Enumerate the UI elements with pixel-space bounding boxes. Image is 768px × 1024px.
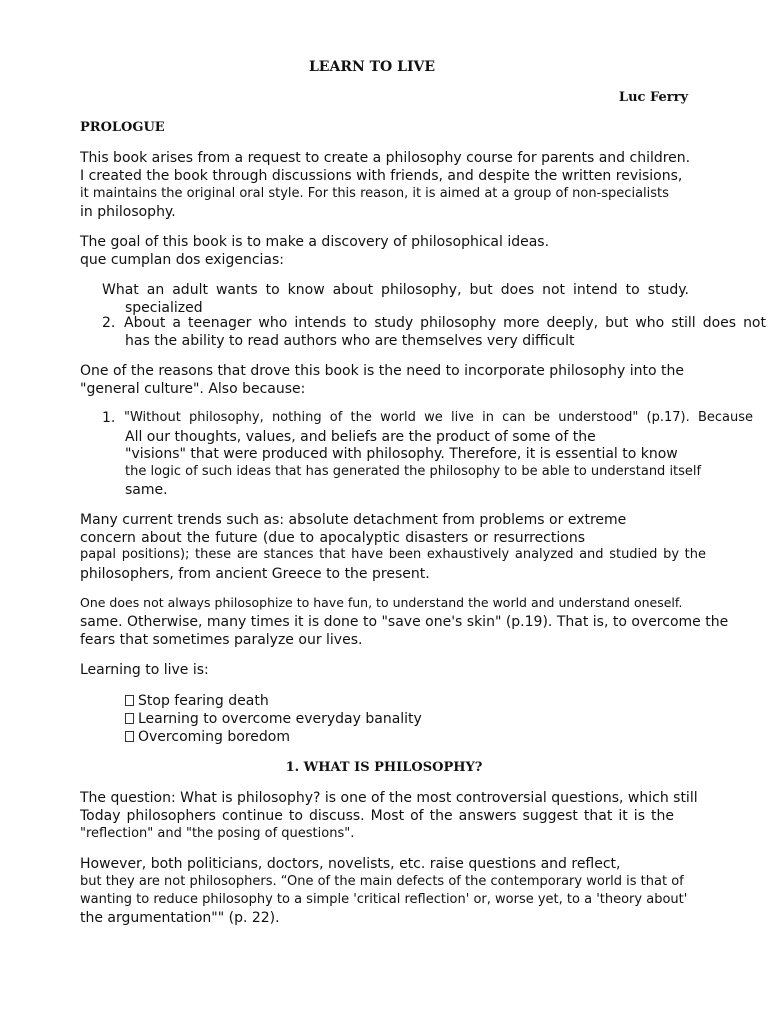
- checkbox-icon: [125, 695, 134, 706]
- list-number: 1.: [102, 410, 116, 426]
- list-number: 2.: [102, 315, 116, 331]
- list-item-text: specialized: [125, 300, 203, 316]
- document-title: LEARN TO LIVE: [308, 59, 436, 75]
- list-item-text: the logic of such ideas that has generated the philosophy to be able to understand itself: [125, 464, 702, 479]
- list-item-text: same.: [125, 482, 168, 498]
- paragraph-line: wanting to reduce philosophy to a simple 'critical reflection' or, worse yet, to a 'theory about': [80, 892, 688, 907]
- paragraph-line: One of the reasons that drove this book is the need to incorporate philosophy into the: [80, 363, 684, 379]
- section-heading: 1. WHAT IS PHILOSOPHY?: [285, 760, 483, 775]
- bullet-item: [125, 710, 422, 728]
- paragraph-line: papal positions); these are stances that have been exhaustively analyzed and studied by the: [80, 547, 706, 562]
- bullet-text: Stop fearing death: [138, 693, 269, 709]
- list-item-text: has the ability to read authors who are themselves very difficult: [125, 333, 575, 349]
- paragraph-line: I created the book through discussions with friends, and despite the written revisions,: [80, 168, 683, 184]
- author-name: Luc Ferry: [618, 90, 688, 105]
- paragraph-line: The goal of this book is to make a discovery of philosophical ideas.: [80, 234, 550, 250]
- paragraph-line: The question: What is philosophy? is one of the most controversial questions, which still: [80, 790, 698, 806]
- paragraph-line: but they are not philosophers. “One of the main defects of the contemporary world is that of: [80, 874, 684, 889]
- paragraph-line: concern about the future (due to apocalyptic disasters or resurrections: [80, 530, 585, 546]
- list-item-text: What an adult wants to know about philosophy, but does not intend to study.: [102, 282, 689, 298]
- paragraph-line: que cumplan dos exigencias:: [80, 252, 284, 268]
- paragraph-line: However, both politicians, doctors, novelists, etc. raise questions and reflect,: [80, 856, 621, 872]
- prologue-heading: PROLOGUE: [80, 120, 165, 135]
- paragraph-line: same. Otherwise, many times it is done to "save one's skin" (p.19). That is, to overcome the: [80, 614, 729, 630]
- checkbox-icon: [125, 731, 134, 742]
- bullet-text: Overcoming boredom: [138, 729, 290, 745]
- paragraph-line: Learning to live is:: [80, 662, 209, 678]
- bullet-text: Learning to overcome everyday banality: [138, 711, 422, 727]
- paragraph-line: "general culture". Also because:: [80, 381, 306, 397]
- checkbox-icon: [125, 713, 134, 724]
- paragraph-line: One does not always philosophize to have fun, to understand the world and understand oneself.: [80, 595, 683, 610]
- bullet-item: [125, 692, 269, 710]
- paragraph-line: "reflection" and "the posing of questions".: [80, 826, 355, 841]
- paragraph-line: philosophers, from ancient Greece to the present.: [80, 566, 430, 582]
- list-item-text: "visions" that were produced with philosophy. Therefore, it is essential to know: [125, 446, 678, 462]
- paragraph-line: fears that sometimes paralyze our lives.: [80, 632, 363, 648]
- paragraph-line: Today philosophers continue to discuss. Most of the answers suggest that it is the: [80, 808, 674, 824]
- bullet-item: [125, 728, 290, 746]
- paragraph-line: This book arises from a request to create a philosophy course for parents and children.: [80, 150, 691, 166]
- list-item-text: About a teenager who intends to study philosophy more deeply, but who still does not: [124, 315, 766, 331]
- paragraph-line: in philosophy.: [80, 204, 176, 220]
- paragraph-line: Many current trends such as: absolute detachment from problems or extreme: [80, 512, 627, 528]
- paragraph-line: it maintains the original oral style. For this reason, it is aimed at a group of non-specialists: [80, 186, 669, 201]
- list-item-text: All our thoughts, values, and beliefs are the product of some of the: [125, 429, 596, 445]
- list-item-text: "Without philosophy, nothing of the world we live in can be understood" (p.17). Because: [124, 410, 753, 425]
- paragraph-line: the argumentation"" (p. 22).: [80, 910, 280, 926]
